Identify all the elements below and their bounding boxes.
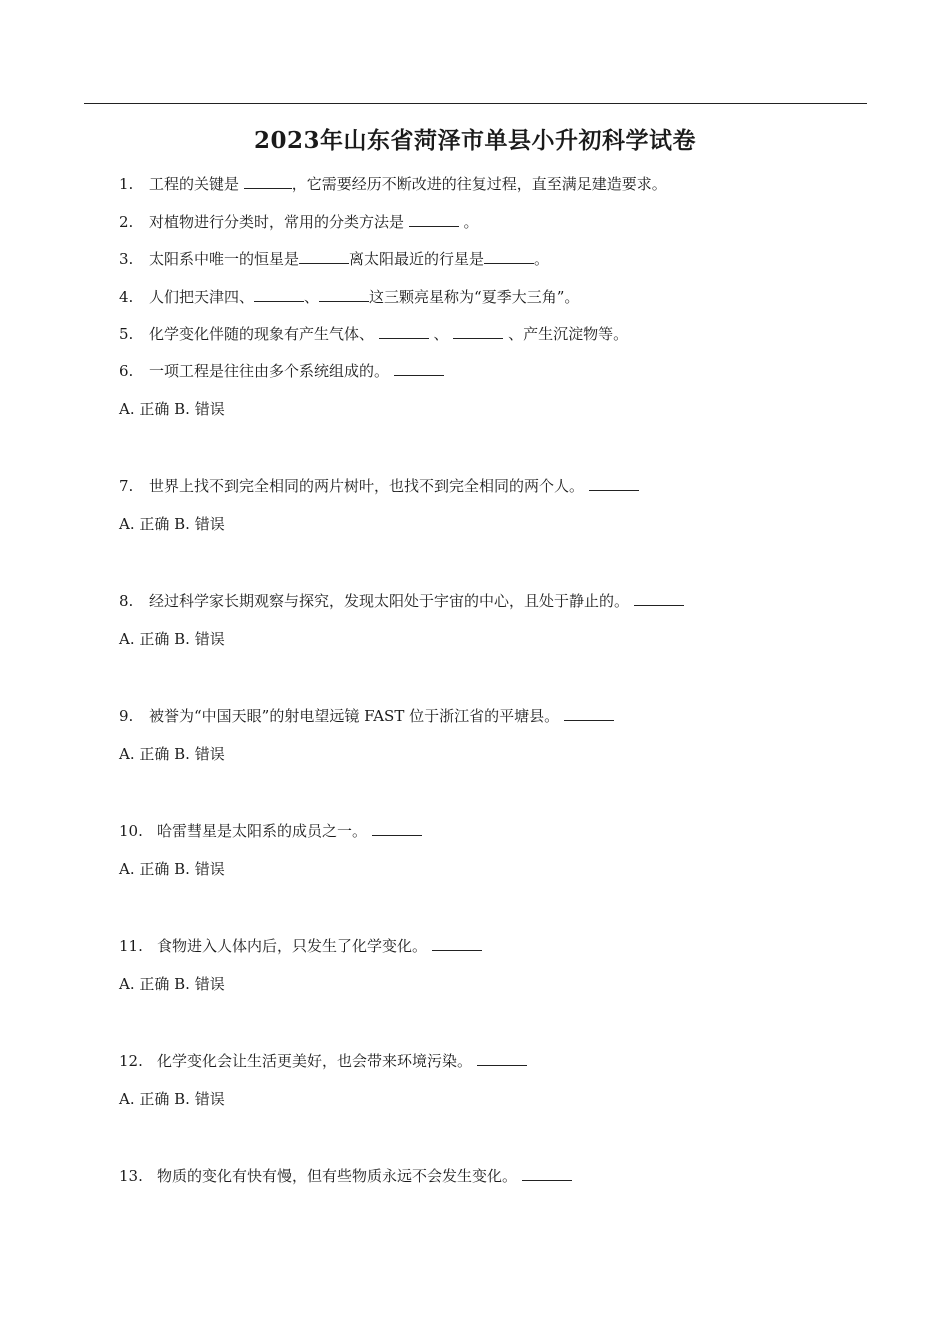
answer-blank[interactable] [379,324,429,339]
answer-blank[interactable] [394,361,444,376]
answer-blank[interactable] [634,591,684,606]
question-7: 7. 世界上找不到完全相同的两片树叶，也找不到完全相同的两个人。 [119,476,639,496]
question-12: 12. 化学变化会让生活更美好，也会带来环境污染。 [119,1051,527,1071]
options-q6: A. 正确 B. 错误 [119,400,225,418]
page-title: 2023年山东省菏泽市单县小升初科学试卷 [253,127,696,154]
question-9: 9. 被誉为“中国天眼”的射电望远镜 FAST 位于浙江省的平塘县。 [119,706,614,726]
answer-blank[interactable] [564,706,614,721]
question-1: 1. 工程的关键是 ，它需要经历不断改进的往复过程，直至满足建造要求。 [119,175,667,193]
answer-blank[interactable] [522,1166,572,1181]
answer-blank[interactable] [484,249,534,264]
answer-blank[interactable] [453,324,503,339]
answer-blank[interactable] [244,174,292,189]
options-q7: A. 正确 B. 错误 [119,515,225,533]
answer-blank[interactable] [589,476,639,491]
question-10: 10. 哈雷彗星是太阳系的成员之一。 [119,821,422,841]
question-5: 5. 化学变化伴随的现象有产生气体、 、 、产生沉淀物等。 [119,325,629,343]
answer-blank[interactable] [299,249,349,264]
answer-blank[interactable] [477,1051,527,1066]
options-q12: A. 正确 B. 错误 [119,1090,225,1108]
question-2: 2. 对植物进行分类时，常用的分类方法是 。 [119,213,479,231]
question-3: 3. 太阳系中唯一的恒星是 离太阳最近的行星是 。 [119,250,550,268]
answer-blank[interactable] [432,936,482,951]
question-6: 6. 一项工程是往往由多个系统组成的。 [119,361,444,381]
question-4: 4. 人们把天津四、 、 这三颗亮星称为“夏季大三角”。 [119,288,580,306]
options-q8: A. 正确 B. 错误 [119,630,225,648]
options-q11: A. 正确 B. 错误 [119,975,225,993]
question-8: 8. 经过科学家长期观察与探究，发现太阳处于宇宙的中心，且处于静止的。 [119,591,684,611]
answer-blank[interactable] [409,212,459,227]
question-13: 13. 物质的变化有快有慢，但有些物质永远不会发生变化。 [119,1166,572,1186]
options-q9: A. 正确 B. 错误 [119,745,225,763]
header-rule [84,103,867,104]
options-q10: A. 正确 B. 错误 [119,860,225,878]
answer-blank[interactable] [372,821,422,836]
answer-blank[interactable] [254,287,304,302]
question-11: 11. 食物进入人体内后，只发生了化学变化。 [119,936,482,956]
answer-blank[interactable] [319,287,369,302]
